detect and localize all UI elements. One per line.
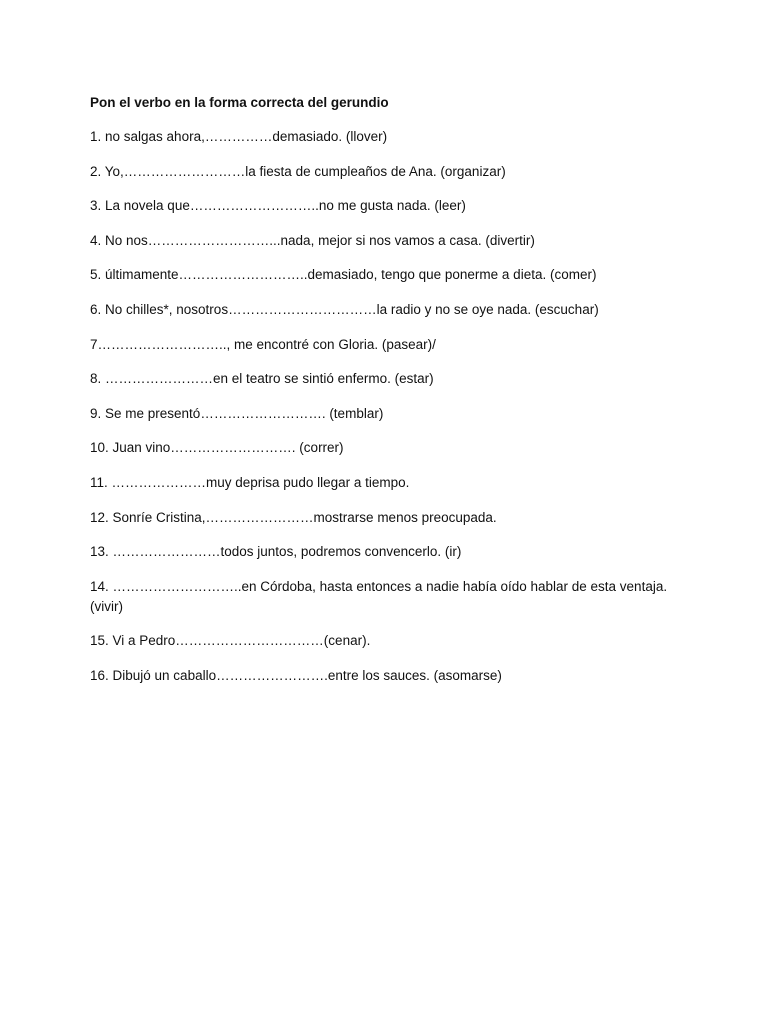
exercise-item-11 [90, 473, 680, 493]
exercise-item-10 [90, 438, 680, 458]
exercise-text: 10. Juan vino………………………. (correr) [90, 440, 344, 456]
exercise-text: 4. No nos………………………...nada, mejor si nos vamos a casa. (divertir) [90, 232, 535, 248]
exercise-text: 16. Dibujó un caballo…………………….entre los sauces. (asomarse) [90, 667, 502, 683]
exercise-text: 7……………………….., me encontré con Gloria. (pasear)/ [90, 336, 436, 352]
exercise-text: 14. ………………………..en Córdoba, hasta entonces a nadie había oído hablar de esta ventaja. (vivir) [90, 578, 668, 614]
exercise-item-6 [90, 300, 680, 320]
exercise-text: 13. ……………………todos juntos, podremos convencerlo. (ir) [90, 544, 462, 560]
worksheet-title: Pon el verbo en la forma correcta del gerundio [90, 95, 389, 110]
exercise-text: 5. últimamente………………………..demasiado, tengo que ponerme a dieta. (comer) [90, 267, 597, 283]
exercise-text: 15. Vi a Pedro……………………………(cenar). [90, 633, 371, 649]
exercise-text: 9. Se me presentó………………………. (temblar) [90, 405, 384, 421]
exercise-item-15 [90, 631, 680, 651]
exercise-item-9 [90, 404, 680, 424]
exercise-item-8 [90, 369, 680, 389]
exercise-item-5 [90, 265, 680, 285]
exercise-text: 1. no salgas ahora,……………demasiado. (llover) [90, 129, 388, 144]
exercise-item-16 [90, 666, 680, 686]
exercise-item-14 [90, 577, 680, 617]
exercise-text: 12. Sonríe Cristina,……………………mostrarse menos preocupada. [90, 509, 497, 525]
exercise-text: 2. Yo,………………………la fiesta de cumpleaños de Ana. (organizar) [90, 163, 506, 179]
exercise-item-13 [90, 542, 680, 562]
worksheet-body [90, 93, 680, 701]
exercise-item-2 [90, 162, 680, 182]
exercise-text: 11. …………………muy deprisa pudo llegar a tiempo. [90, 474, 410, 490]
exercise-item-7 [90, 335, 680, 355]
exercise-list [90, 127, 680, 686]
exercise-item-4 [90, 231, 680, 251]
exercise-item-3 [90, 196, 680, 216]
exercise-item-1 [90, 127, 680, 147]
exercise-text: 3. La novela que………………………..no me gusta nada. (leer) [90, 198, 466, 214]
exercise-text: 8. ……………………en el teatro se sintió enfermo. (estar) [90, 371, 434, 387]
exercise-text: 6. No chilles*, nosotros……………………………la radio y no se oye nada. (escuchar) [90, 301, 599, 317]
exercise-item-12 [90, 508, 680, 528]
